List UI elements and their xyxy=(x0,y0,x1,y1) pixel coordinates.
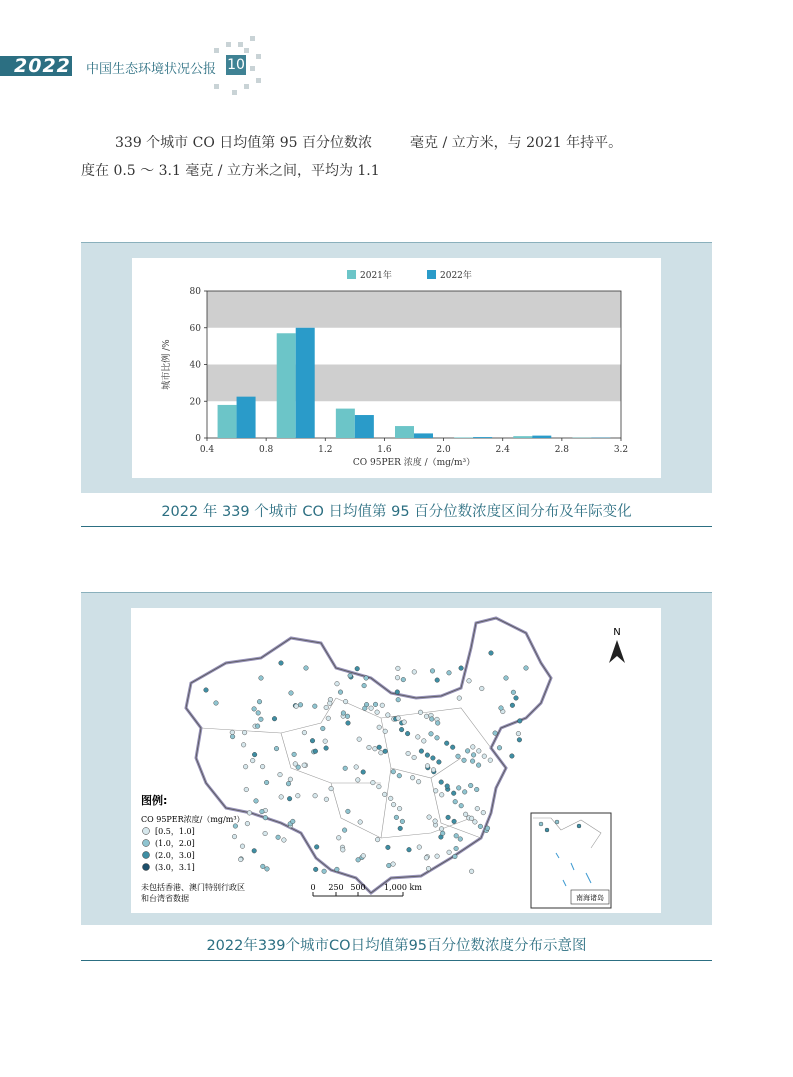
legend-items xyxy=(143,827,195,873)
city-dot xyxy=(362,683,367,688)
city-dot xyxy=(255,724,260,729)
bar-0-4 xyxy=(454,437,473,438)
y-tick-label-2: 40 xyxy=(189,360,201,371)
city-dot xyxy=(278,772,283,777)
city-dot xyxy=(292,752,297,757)
city-dot xyxy=(481,810,486,815)
city-dot xyxy=(417,845,422,850)
city-dot xyxy=(504,676,509,681)
city-dot xyxy=(463,812,468,817)
legend-label-1: (1.0，2.0] xyxy=(155,839,195,848)
legend-swatch-3 xyxy=(143,864,150,871)
city-dot xyxy=(313,704,318,709)
city-dot xyxy=(361,854,366,859)
body-line1-left: 339 个城市 CO 日均值第 95 百分位数浓 xyxy=(115,135,372,151)
legend-swatch-0 xyxy=(347,270,356,279)
city-dot xyxy=(286,781,291,786)
city-dot xyxy=(313,793,318,798)
city-dot xyxy=(401,677,406,682)
scale-label-500: 500 xyxy=(350,883,366,892)
city-dot xyxy=(252,849,257,854)
city-dot xyxy=(345,714,350,719)
city-dot xyxy=(412,755,417,760)
city-dot xyxy=(367,745,372,750)
city-dot xyxy=(477,749,482,754)
city-dot xyxy=(257,699,262,704)
city-dot xyxy=(394,815,399,820)
legend-title: 图例: xyxy=(141,794,168,807)
city-dot xyxy=(454,834,459,839)
city-dot xyxy=(457,696,462,701)
city-dot xyxy=(375,710,380,715)
city-dot xyxy=(410,775,415,780)
x-tick-label-0: 0.4 xyxy=(199,445,215,455)
city-dot xyxy=(264,780,269,785)
city-dot xyxy=(476,763,481,768)
body-line2: 度在 0.5 ～ 3.1 毫克 / 立方米之间，平均为 1.1 xyxy=(81,163,380,179)
city-dot xyxy=(276,835,281,840)
city-dot xyxy=(524,666,529,671)
city-dot xyxy=(462,790,467,795)
bar-1-0 xyxy=(237,397,256,438)
legend-swatch-1 xyxy=(427,270,436,279)
city-dot xyxy=(289,691,294,696)
city-dot xyxy=(375,837,380,842)
city-dot xyxy=(465,749,470,754)
city-dot xyxy=(510,754,515,759)
city-dot xyxy=(373,746,378,751)
legend-label-2: (2.0，3.0] xyxy=(155,851,195,860)
north-arrow-icon xyxy=(609,640,625,663)
city-dot xyxy=(396,716,401,721)
bar-0-2 xyxy=(336,409,355,438)
city-dot xyxy=(322,869,327,874)
city-dot xyxy=(313,749,318,754)
city-dot xyxy=(329,786,334,791)
city-dot xyxy=(250,758,255,763)
city-dot xyxy=(450,745,455,750)
city-dot xyxy=(383,749,388,754)
city-dot xyxy=(279,661,284,666)
city-dot xyxy=(272,716,277,721)
city-dot xyxy=(361,770,366,775)
bar-0-3 xyxy=(395,426,414,438)
legend-label-3: (3.0，3.1] xyxy=(155,863,195,872)
city-dot xyxy=(244,787,249,792)
city-dot xyxy=(323,739,328,744)
city-dot xyxy=(386,845,391,850)
city-dot xyxy=(447,850,452,855)
city-dot xyxy=(395,690,400,695)
city-dot xyxy=(444,741,449,746)
legend-label-0: 2021年 xyxy=(360,271,392,281)
city-dot xyxy=(298,703,303,708)
city-dot xyxy=(445,784,450,789)
city-dot xyxy=(335,681,340,686)
city-dot xyxy=(516,731,521,736)
figure1-panel xyxy=(81,242,712,493)
city-dot xyxy=(288,777,293,782)
city-dot xyxy=(485,826,490,831)
city-dot xyxy=(424,856,429,861)
city-dot xyxy=(230,734,235,739)
city-dot xyxy=(296,793,301,798)
city-dot xyxy=(478,824,483,829)
city-dot xyxy=(514,696,519,701)
city-dot xyxy=(348,673,353,678)
city-dot xyxy=(356,858,361,863)
city-dot xyxy=(397,806,402,811)
city-dot xyxy=(422,739,427,744)
city-dot xyxy=(387,863,392,868)
city-dot xyxy=(242,730,247,735)
city-dot xyxy=(342,828,347,833)
city-dot xyxy=(435,736,440,741)
city-dot xyxy=(328,701,333,706)
city-dot xyxy=(256,711,261,716)
figure2-caption: 2022年339个城市CO日均值第95百分位数浓度分布示意图 xyxy=(206,938,587,954)
bar-1-3 xyxy=(414,433,433,438)
chart-area xyxy=(132,258,661,478)
city-dot xyxy=(343,766,348,771)
city-dot xyxy=(245,821,250,826)
legend-note-line1: 未包括香港、澳门特别行政区 xyxy=(141,883,245,892)
city-dot xyxy=(398,826,403,831)
y-tick-label-1: 20 xyxy=(189,397,201,408)
north-label: N xyxy=(613,627,621,638)
city-dot xyxy=(471,745,476,750)
city-dot xyxy=(259,717,264,722)
city-dot xyxy=(518,719,523,724)
city-dot xyxy=(371,780,376,785)
y-tick-label-4: 80 xyxy=(189,287,201,297)
city-dot xyxy=(399,727,404,732)
city-dot xyxy=(252,752,257,757)
city-dot xyxy=(427,815,432,820)
figure2-panel xyxy=(81,592,712,925)
inset-label: 南海诸岛 xyxy=(576,894,604,902)
city-dot xyxy=(391,769,396,774)
city-dot xyxy=(489,651,494,656)
city-dot xyxy=(338,690,343,695)
legend-label-1: 2022年 xyxy=(440,271,472,281)
legend-subtitle: CO 95PER浓度/（mg/m³） xyxy=(141,815,245,824)
city-dot xyxy=(321,726,326,731)
x-tick-label-5: 2.4 xyxy=(495,445,510,455)
grid-band-0 xyxy=(207,365,621,402)
city-dot xyxy=(373,702,378,707)
x-tick-label-2: 1.2 xyxy=(318,445,333,455)
city-dot xyxy=(243,764,248,769)
city-dot xyxy=(425,764,430,769)
city-dot xyxy=(437,760,442,765)
city-dot xyxy=(341,711,346,716)
city-dot xyxy=(462,758,467,763)
city-dot xyxy=(475,806,480,811)
city-dot xyxy=(474,787,479,792)
city-dot xyxy=(480,686,485,691)
y-tick-label-3: 60 xyxy=(189,323,201,334)
city-dot xyxy=(459,666,464,671)
city-dot xyxy=(488,758,493,763)
city-dot xyxy=(302,763,307,768)
city-dot xyxy=(263,815,268,820)
city-dot xyxy=(336,836,341,841)
city-dot xyxy=(418,710,423,715)
city-dot xyxy=(400,819,405,824)
city-dot xyxy=(433,789,438,794)
city-dot xyxy=(355,666,360,671)
city-dot xyxy=(412,670,417,675)
city-dot xyxy=(405,731,410,736)
city-dot xyxy=(425,753,430,758)
bar-chart xyxy=(132,258,661,478)
city-dot xyxy=(247,811,252,816)
bar-1-4 xyxy=(473,437,492,438)
city-dot xyxy=(388,796,393,801)
city-dot xyxy=(240,844,245,849)
china-map xyxy=(131,608,661,913)
bar-0-1 xyxy=(277,333,296,438)
city-dot xyxy=(482,754,487,759)
city-dot xyxy=(431,768,436,773)
city-dot xyxy=(382,792,387,797)
bar-1-2 xyxy=(355,415,374,438)
city-dot xyxy=(265,867,270,872)
city-dot xyxy=(402,720,407,725)
city-dot xyxy=(324,705,329,710)
city-dot xyxy=(357,737,362,742)
page-number: 10 xyxy=(227,57,245,73)
city-dot xyxy=(324,797,329,802)
city-dot xyxy=(259,676,264,681)
header-title: 中国生态环境状况公报 xyxy=(86,62,217,77)
city-dot xyxy=(364,676,369,681)
city-dot xyxy=(424,714,429,719)
city-dot xyxy=(254,799,259,804)
legend-swatch-2 xyxy=(143,852,150,859)
legend-label-0: [0.5，1.0] xyxy=(155,827,195,836)
city-dot xyxy=(310,738,315,743)
city-dot xyxy=(493,731,498,736)
city-dot xyxy=(282,838,287,843)
city-dot xyxy=(433,819,438,824)
city-dot xyxy=(468,783,473,788)
city-dot xyxy=(416,779,421,784)
city-dot xyxy=(439,780,444,785)
city-dot xyxy=(453,799,458,804)
city-dot xyxy=(517,738,522,743)
y-tick-label-0: 0 xyxy=(195,434,201,444)
city-dot xyxy=(407,847,412,852)
city-dot xyxy=(287,796,292,801)
bar-1-1 xyxy=(296,328,315,438)
figure1-caption: 2022 年 339 个城市 CO 日均值第 95 百分位数浓度区间分布及年际变化 xyxy=(161,504,632,520)
city-dot xyxy=(426,866,431,871)
city-dot xyxy=(452,819,457,824)
legend-swatch-1 xyxy=(143,840,150,847)
x-tick-label-3: 1.6 xyxy=(377,445,392,455)
city-dot xyxy=(238,857,243,862)
city-dot xyxy=(454,846,459,851)
city-dot xyxy=(447,671,452,676)
city-dot xyxy=(377,745,382,750)
city-dot xyxy=(473,820,478,825)
city-dot xyxy=(386,713,391,718)
scale-label-0: 0 xyxy=(310,883,316,892)
city-dot xyxy=(293,762,298,767)
city-dot xyxy=(391,802,396,807)
city-dot xyxy=(467,679,472,684)
grid-band-1 xyxy=(207,291,621,328)
city-dot xyxy=(291,819,296,824)
x-axis-label: CO 95PER 浓度 /（mg/m³） xyxy=(352,458,476,468)
city-dot xyxy=(429,732,434,737)
city-dot xyxy=(499,706,504,711)
city-dot xyxy=(416,735,421,740)
city-dot xyxy=(354,765,359,770)
x-tick-label-1: 0.8 xyxy=(258,445,274,455)
city-dot xyxy=(346,809,351,814)
city-dot xyxy=(379,750,384,755)
legend-swatch-0 xyxy=(143,828,150,835)
city-dot xyxy=(435,854,440,859)
city-dot xyxy=(294,704,299,709)
city-dot xyxy=(439,827,444,832)
city-dot xyxy=(471,753,476,758)
city-dot xyxy=(343,699,348,704)
south-china-sea-inset xyxy=(531,813,611,908)
city-dot xyxy=(302,730,307,735)
city-dot xyxy=(497,746,502,751)
city-dot xyxy=(377,784,382,789)
city-dot xyxy=(274,746,279,751)
city-dot xyxy=(391,862,396,867)
city-dot xyxy=(233,824,238,829)
scale-label-1000: 1,000 km xyxy=(384,883,422,892)
city-dot xyxy=(456,786,461,791)
city-dot xyxy=(510,703,515,708)
city-dot xyxy=(279,795,284,800)
city-dot xyxy=(324,746,329,751)
bar-0-0 xyxy=(218,405,237,438)
city-dot xyxy=(453,854,458,859)
figure2-rule xyxy=(81,960,712,961)
city-dot xyxy=(346,721,351,726)
city-dot xyxy=(261,864,266,869)
city-dot xyxy=(260,764,265,769)
city-dot xyxy=(252,707,257,712)
city-dot xyxy=(356,778,361,783)
city-dot xyxy=(419,749,424,754)
map-area xyxy=(131,608,661,913)
city-dot xyxy=(241,743,246,748)
city-dot xyxy=(431,756,436,761)
city-dot xyxy=(383,729,388,734)
city-dot xyxy=(406,751,411,756)
city-dot xyxy=(456,754,461,759)
city-dot xyxy=(335,867,340,872)
city-dot xyxy=(260,809,265,814)
city-dot xyxy=(395,675,400,680)
city-dot xyxy=(230,730,235,735)
body-line1-right: 毫克 / 立方米，与 2021 年持平。 xyxy=(410,135,623,151)
city-dot xyxy=(446,815,451,820)
x-tick-label-4: 2.0 xyxy=(436,445,451,455)
legend-note-line2: 和台湾省数据 xyxy=(141,894,189,903)
city-dot xyxy=(435,721,440,726)
city-dot xyxy=(458,837,463,842)
y-axis-label: 城市比例 /% xyxy=(162,339,172,390)
city-dot xyxy=(459,803,464,808)
city-dot xyxy=(377,725,382,730)
bar-0-5 xyxy=(513,436,532,438)
city-dot xyxy=(429,717,434,722)
city-dot xyxy=(314,845,319,850)
city-dot xyxy=(304,666,309,671)
city-dot xyxy=(341,848,346,853)
header-year: 2022 xyxy=(14,55,71,77)
x-tick-label-7: 3.2 xyxy=(613,445,629,455)
city-dot xyxy=(263,831,268,836)
city-dot xyxy=(397,773,402,778)
city-dot xyxy=(214,701,219,706)
city-dot xyxy=(439,793,444,798)
city-dot xyxy=(451,791,456,796)
city-dot xyxy=(363,706,368,711)
city-dot xyxy=(313,867,318,872)
city-dot xyxy=(430,669,435,674)
city-dot xyxy=(380,703,385,708)
x-tick-label-6: 2.8 xyxy=(554,445,570,455)
city-dot xyxy=(396,697,401,702)
city-dot xyxy=(396,666,401,671)
city-dot xyxy=(469,816,474,821)
city-dot xyxy=(470,759,475,764)
city-dot xyxy=(232,834,237,839)
city-dot xyxy=(511,690,516,695)
city-dot xyxy=(326,716,331,721)
city-dot xyxy=(469,869,474,874)
city-dot xyxy=(358,820,363,825)
city-dot xyxy=(204,688,209,693)
city-dot xyxy=(435,678,440,683)
figure1-rule xyxy=(81,526,712,527)
bar-1-5 xyxy=(532,436,551,438)
scale-label-250: 250 xyxy=(328,883,344,892)
city-dot xyxy=(440,831,445,836)
city-dot xyxy=(369,706,374,711)
